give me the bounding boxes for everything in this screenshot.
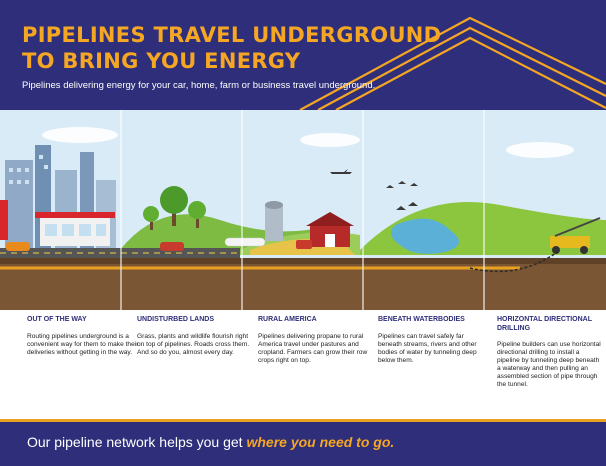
column-body: Routing pipelines underground is a convenient way for them to make their deliveries without getting in the way. [27,332,139,356]
column-heading: RURAL AMERICA [258,316,317,323]
column-body: Pipeline builders can use horizontal directional drilling to install a pipeline by tunneling deep beneath a waterway and then pulling an assembled section of pipe through the tunnel. [497,341,601,388]
column-heading: UNDISTURBED LANDS [137,316,214,323]
page-subtitle: Pipelines delivering energy for your car, home, farm or business travel underground. [22,80,376,91]
column-heading: HORIZONTAL DIRECTIONAL DRILLING [497,316,592,332]
column-beneath-waterbodies [378,316,486,365]
header-banner [0,0,606,110]
column-rural-america [258,316,372,365]
footer-text-emphasis: where you need to go. [246,434,395,450]
info-columns [0,310,606,422]
title-line-2: TO BRING YOU ENERGY [22,49,301,73]
page-title [22,22,441,74]
column-horizontal-directional-drilling [497,316,601,389]
title-line-1: PIPELINES TRAVEL UNDERGROUND [22,23,442,47]
car-orange [6,242,30,251]
column-heading: OUT OF THE WAY [27,316,87,323]
column-undisturbed-lands [137,316,251,357]
column-body: Grass, plants and wildlife flourish right on top of pipelines. Roads cross them. And so do you, almost every day. [137,332,250,356]
column-heading: BENEATH WATERBODIES [378,316,465,323]
tractor [296,240,312,249]
pipeline-landscape-illustration [0,110,606,310]
column-body: Pipelines delivering propane to rural America travel under pastures and cropland. Farmers can grow their row crops right on top. [258,332,368,364]
footer-banner [0,422,606,466]
column-body: Pipelines can travel safely far beneath streams, rivers and other bodies of water by tunneling deep below them. [378,332,477,364]
column-out-of-the-way [27,316,141,357]
car-red [160,242,184,251]
footer-tagline [27,434,394,450]
footer-text-plain: Our pipeline network helps you get [27,434,247,450]
